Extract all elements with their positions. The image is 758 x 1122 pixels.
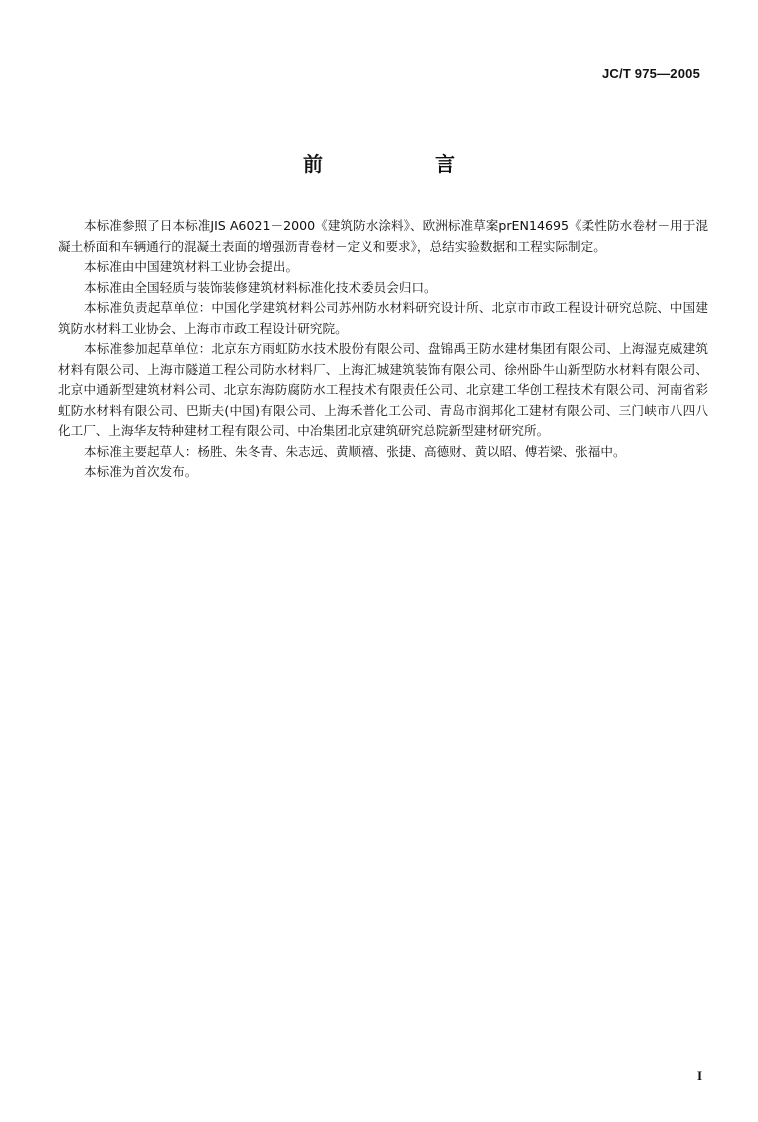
standard-code: JC/T 975—2005 [602, 66, 700, 81]
paragraph-committee: 本标准由全国轻质与装饰装修建筑材料标准化技术委员会归口。 [84, 279, 437, 295]
page-number: I [696, 1068, 702, 1083]
paragraph-main-authors: 本标准主要起草人：杨胜、朱冬青、朱志远、黄顺禧、张捷、高德财、黄以昭、傅若梁、张福中。 [84, 443, 626, 459]
page-title: 前 言 [303, 152, 501, 176]
foreword-body [58, 216, 708, 483]
paragraph-first-release: 本标准为首次发布。 [84, 464, 198, 479]
paragraph-proposer: 本标准由中国建筑材料工业协会提出。 [84, 259, 299, 274]
paragraph-participating-drafters: 本标准参加起草单位：北京东方雨虹防水技术股份有限公司、盘锦禹王防水建材集团有限公司、上海湿克威建筑材料有限公司、上海市隧道工程公司防水材料厂、上海汇城建筑装饰有限公司、徐州卧牛山新型防水材料有限公司、北京中通新型建筑材料公司、北京东海防腐防水工程技术有限责任公司、北京建工华创工程技术有限公司、河南省彩虹防水材料有限公司、巴斯夫(中国)有限公司、上海禾普化工公司、青岛市润邦化工建材有限公司、三门峡市八四八化工厂、上海华友特种建材工程有限公司、中冶集团北京建筑研究总院新型建材研究所。 [58, 341, 708, 438]
paragraph-lead-drafters: 本标准负责起草单位：中国化学建筑材料公司苏州防水材料研究设计所、北京市市政工程设计研究总院、中国建筑防水材料工业协会、上海市市政工程设计研究院。 [58, 300, 708, 336]
paragraph-reference-standards: 本标准参照了日本标准JIS A6021－2000《建筑防水涂料》、欧洲标准草案prEN14695《柔性防水卷材－用于混凝土桥面和车辆通行的混凝土表面的增强沥青卷材－定义和要求》，总结实验数据和工程实际制定。 [58, 218, 708, 254]
